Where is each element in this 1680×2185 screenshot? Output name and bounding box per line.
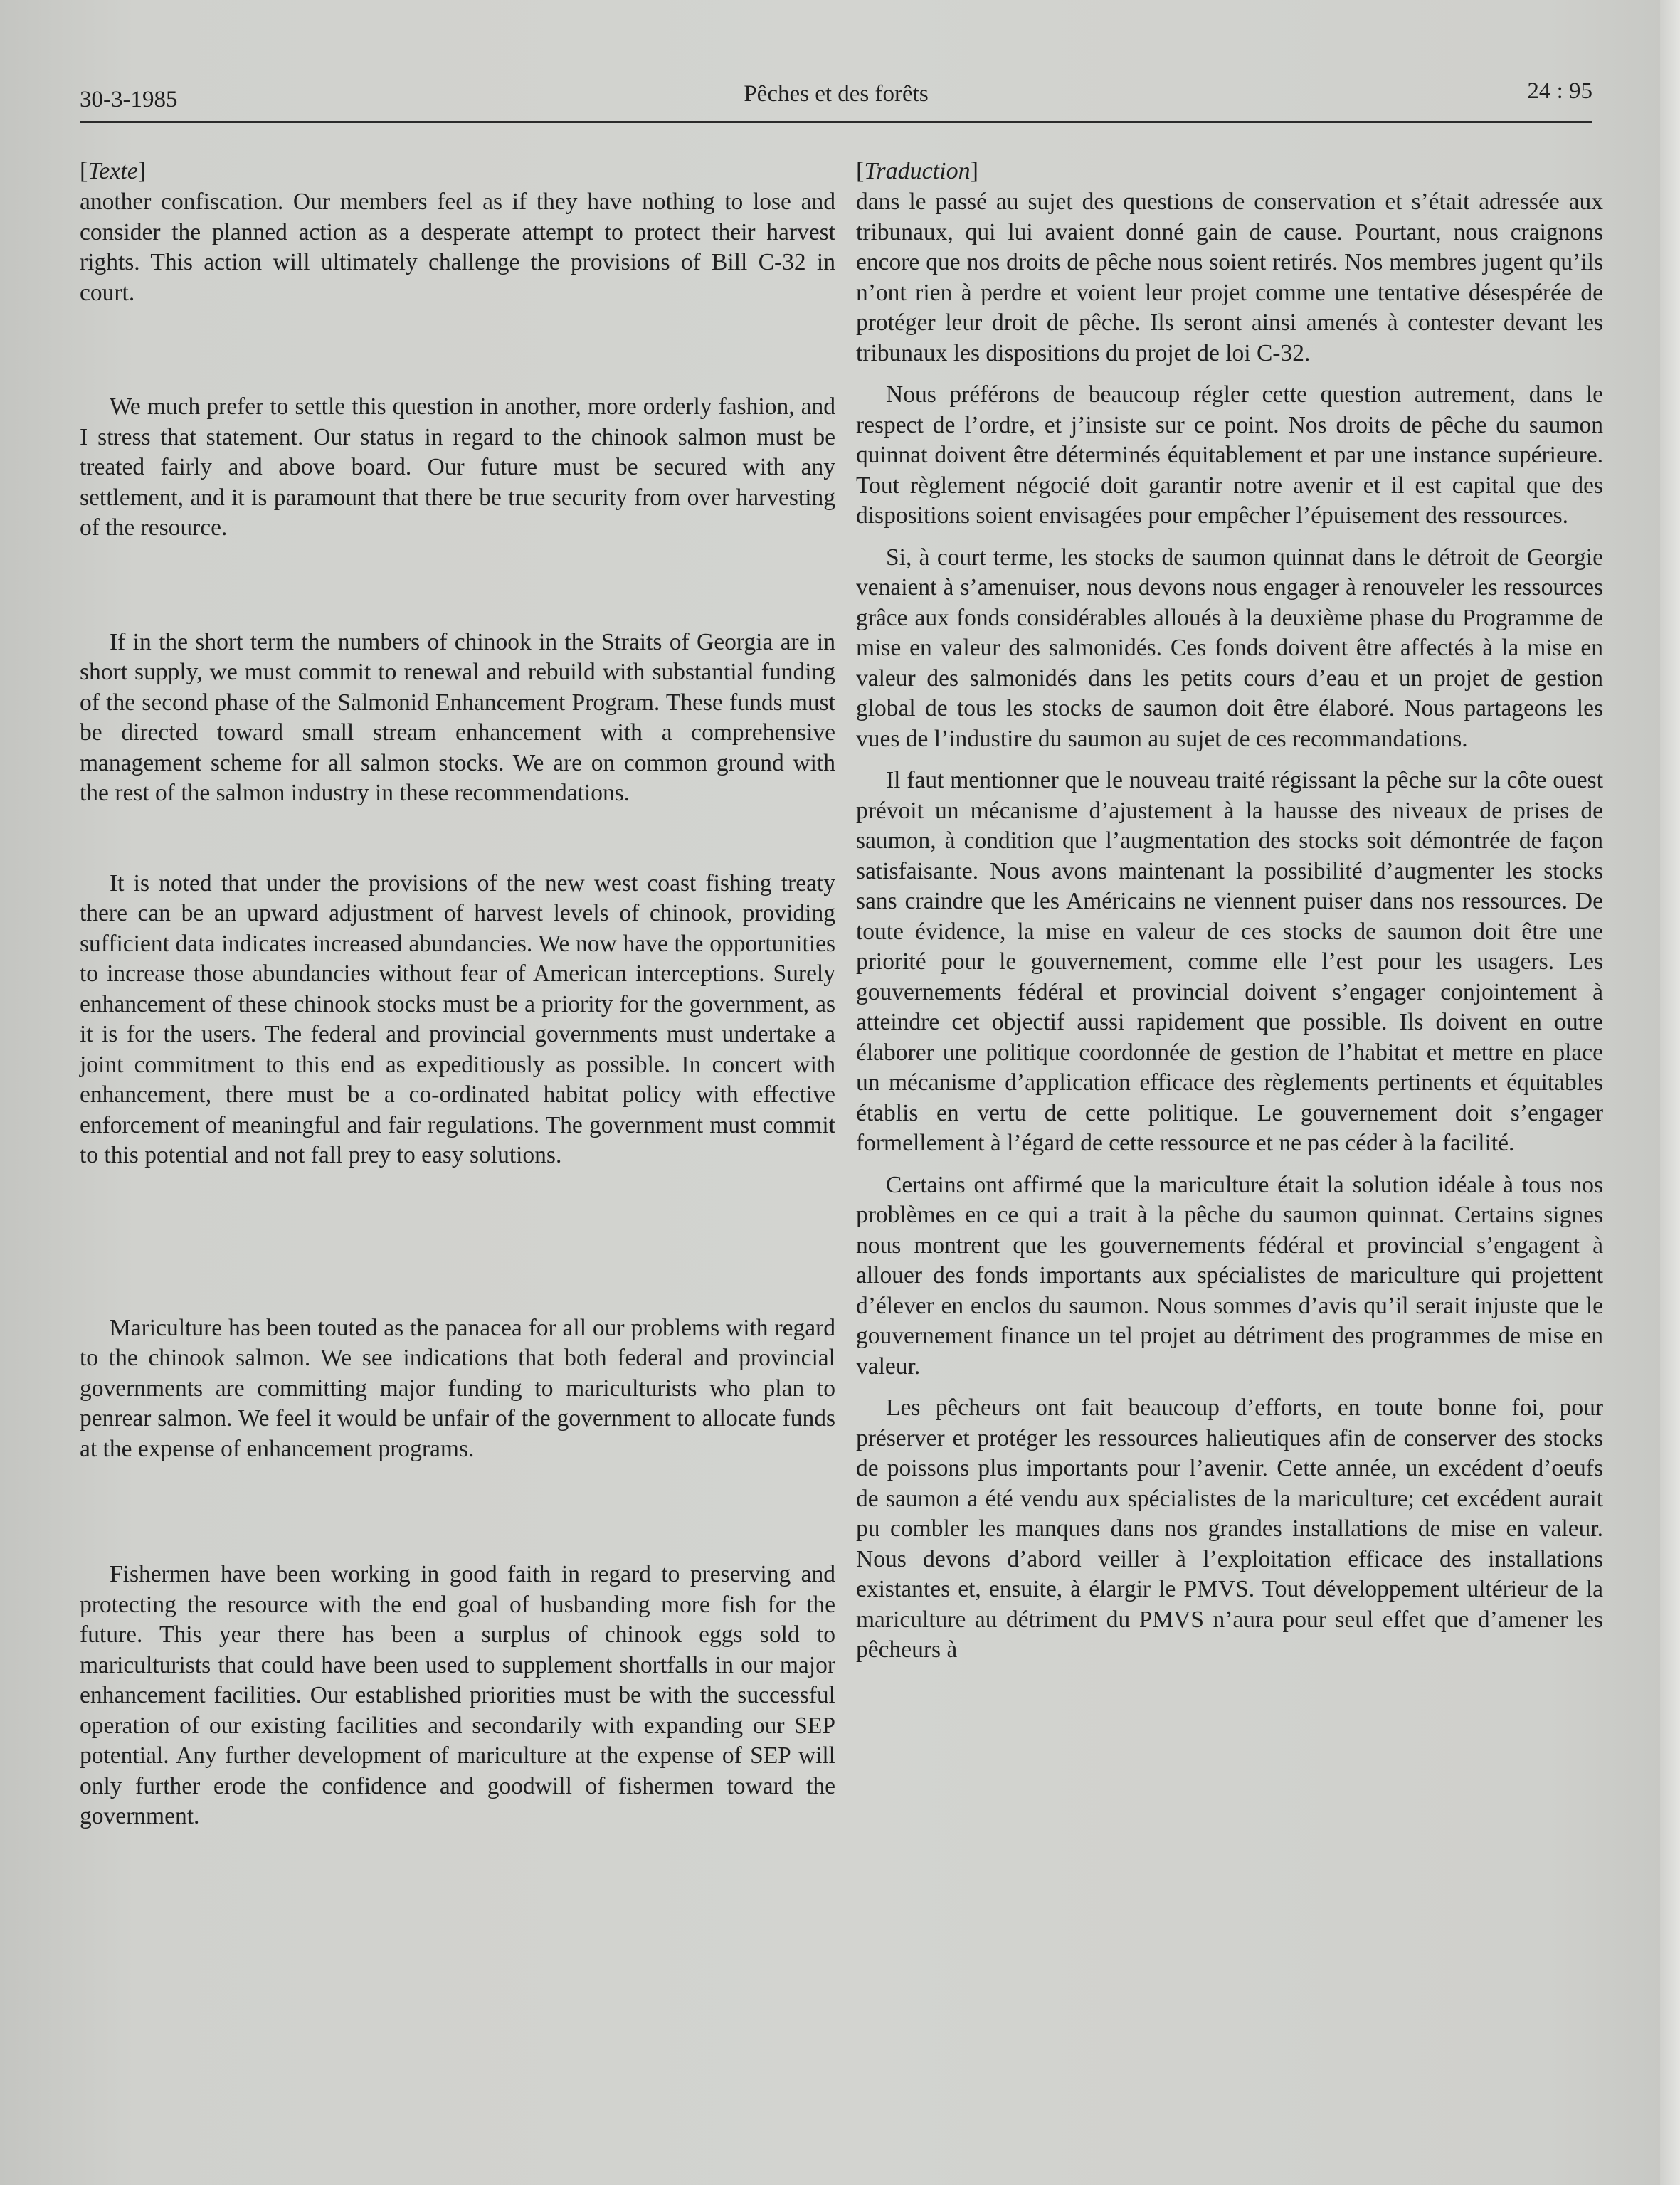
french-paragraph: Il faut mentionner que le nouveau traité régissant la pêche sur la côte ouest prévoit un mécanisme d’ajustement à la hausse des niveaux de prises de saumon, à condition que l’augmentation des stocks soit démontrée de façon satisfaisante. Nous avons maintenant la possibilité d’augmenter les stocks sans craindre que les Américains ne viennent puiser dans nos ressources. De toute évidence, la mise en valeur de ces stocks de saumon doit être une priorité pour le gouvernement, comme elle l’est pour les usagers. Les gouvernements fédéral et provincial doivent s’engager conjointement à atteindre cet objectif aussi rapidement que possible. Ils doivent en outre élaborer une politique coordonnée de gestion de l’habitat et mettre en place un mécanisme d’application efficace des règlements pertinents et équitables établis en vertu de cette politique. Le gouvernement doit s’engager formellement à l’égard de cette ressource et ne pas céder à la facilité.	[856, 767, 1603, 1156]
french-paragraph: Les pêcheurs ont fait beaucoup d’efforts, en toute bonne foi, pour préserver et protéger les ressources halieutiques afin de conserver des stocks de poissons plus importants pour l’avenir. Cette année, un excédent d’oeufs de saumon a été vendu aux spécialistes de la mariculture; cet excédent aurait pu combler les manques dans nos grandes installations de mise en valeur. Nous devons d’abord veiller à l’exploitation efficace des installations existantes et, ensuite, à élargir le PMVS. Tout développement ultérieur de la mariculture au détriment du PMVS n’aura pour seul effet que d’amener les pêcheurs à	[856, 1395, 1603, 1663]
french-paragraph: Certains ont affirmé que la mariculture était la solution idéale à tous nos problèmes en ce qui a trait à la pêche du saumon quinnat. Certains signes nous montrent que les gouvernements fédéral et provincial s’engagent à allouer des fonds importants aux spécialistes de mariculture qui projettent d’élever en enclos du saumon. Nous sommes d’avis qu’il serait injuste que le gouvernement finance un tel projet au détriment des programmes de mise en valeur.	[856, 1171, 1603, 1380]
french-column	[856, 157, 1603, 1677]
english-paragraph: We much prefer to settle this question in another, more orderly fashion, and I stress that statement. Our status in regard to the chinook salmon must be treated fairly and above board. Our future must be secured with any settlement, and it is paramount that there be true security from over harvesting of the resource.	[80, 393, 835, 541]
english-paragraph: It is noted that under the provisions of the new west coast fishing treaty there can be an upward adjustment of harvest levels of chinook, providing sufficient data indicates increased abundancies. We now have the opportunities to increase those abundancies without fear of American interceptions. Surely enhancement of these chinook stocks must be a priority for the government, as it is for the users. The federal and provincial governments must undertake a joint commitment to this end as expeditiously as possible. In concert with enhancement, there must be a co-ordinated habitat policy with effective enforcement of meaningful and fair regulations. The government must commit to this potential and not fall prey to easy solutions.	[80, 869, 835, 1168]
column-label-traduction: [Traduction]	[856, 158, 978, 184]
english-paragraph: another confiscation. Our members feel as if they have nothing to lose and consider the planned action as a desperate attempt to protect their harvest rights. This action will ultimately challenge the provisions of Bill C-32 in court.	[80, 189, 835, 306]
header-rule	[80, 121, 1592, 123]
running-header	[80, 77, 1592, 121]
french-paragraph: Nous préférons de beaucoup régler cette question autrement, dans le respect de l’ordre, et j’insiste sur ce point. Nos droits de pêche du saumon quinnat doivent être déterminés équitablement et par une instance supérieure. Tout règlement négocié doit garantir notre avenir et il est capital que des dispositions soient envisagées pour empêcher l’épuisement des ressources.	[856, 381, 1603, 529]
french-paragraph: dans le passé au sujet des questions de conservation et s’était adressée aux tribunaux, qui lui avaient donné gain de cause. Pourtant, nous craignons encore que nos droits de pêche nous soient retirés. Nos membres jugent qu’ils n’ont rien à perdre et voient leur projet comme une tentative désespérée de protéger leur droit de pêche. Ils seront ainsi amenés à contester devant les tribunaux les dispositions du projet de loi C-32.	[856, 189, 1603, 366]
column-label-texte: [Texte]	[80, 158, 147, 184]
english-paragraph: If in the short term the numbers of chinook in the Straits of Georgia are in short supply, we must commit to renewal and rebuild with substantial funding of the second phase of the Salmonid Enhancement Program. These funds must be directed toward small stream enhancement with a comprehensive management scheme for all salmon stocks. We are on common ground with the rest of the salmon industry in these recommendations.	[80, 628, 835, 806]
header-page-number: 24 : 95	[1527, 78, 1592, 104]
page-edge	[1660, 0, 1680, 2185]
french-paragraph: Si, à court terme, les stocks de saumon quinnat dans le détroit de Georgie venaient à s’amenuiser, nous devons nous engager à renouveler les ressources grâce aux fonds considérables alloués à la deuxième phase du Programme de mise en valeur des salmonidés. Ces fonds doivent être affectés à la mise en valeur des salmonidés dans les petits cours d’eau et un projet de gestion global de tous les stocks de saumon doit être élaboré. Nous partageons les vues de l’industire du saumon au sujet de ces recommandations.	[856, 544, 1603, 752]
header-title: Pêches et des forêts	[744, 81, 929, 107]
english-column	[80, 157, 835, 1832]
header-date: 30-3-1985	[80, 87, 178, 112]
english-paragraph: Fishermen have been working in good faith in regard to preserving and protecting the resource with the end goal of husbanding more fish for the future. This year there has been a surplus of chinook eggs sold to mariculturists that could have been used to supplement shortfalls in our major enhancement facilities. Our established priorities must be with the successful operation of our existing facilities and secondarily with expanding our SEP potential. Any further development of mariculture at the expense of SEP will only further erode the confidence and goodwill of fishermen toward the government.	[80, 1561, 835, 1829]
english-paragraph: Mariculture has been touted as the panacea for all our problems with regard to the chinook salmon. We see indications that both federal and provincial governments are committing major funding to mariculturists who plan to penrear salmon. We feel it would be unfair of the government to allocate funds at the expense of enhancement programs.	[80, 1314, 835, 1462]
